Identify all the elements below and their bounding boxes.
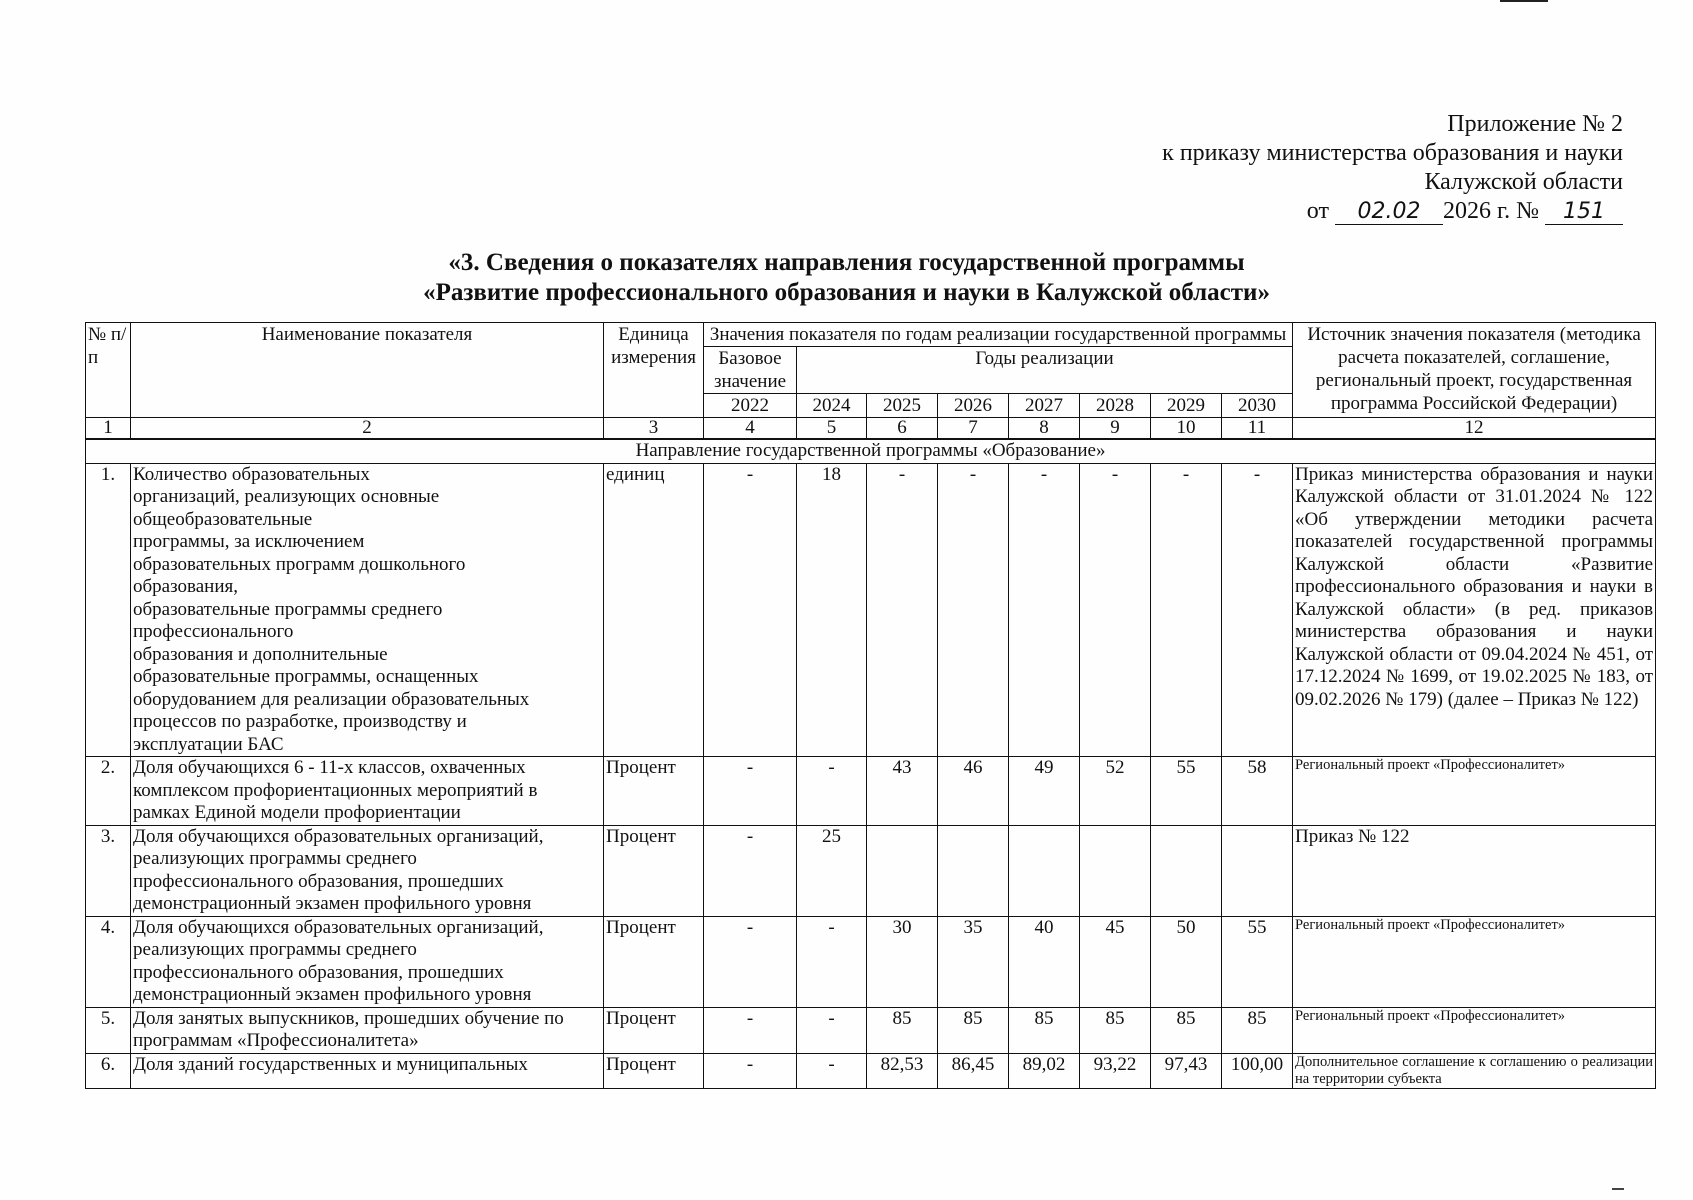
page-corner-mark xyxy=(1500,0,1548,2)
row-name: Доля занятых выпускников, прошедших обучение по программам «Профессионалитета» xyxy=(131,1007,604,1053)
header-year: 2024 xyxy=(797,394,867,418)
row-value: 93,22 xyxy=(1080,1053,1151,1088)
row-value xyxy=(1151,825,1222,916)
row-value: 89,02 xyxy=(1009,1053,1080,1088)
row-value: 52 xyxy=(1080,757,1151,826)
row-value: - xyxy=(1151,463,1222,757)
column-number: 10 xyxy=(1151,418,1222,440)
row-source: Региональный проект «Профессионалитет» xyxy=(1293,1007,1656,1053)
header-unit: Единица измерения xyxy=(604,323,704,418)
row-unit: Процент xyxy=(604,916,704,1007)
row-value: 40 xyxy=(1009,916,1080,1007)
row-source: Приказ министерства образования и науки Калужской области от 31.01.2024 № 122 «Об утверждении методики расчета показателей государственной программы Калужской области «Развитие профессионального образования и науки в Калужской области» (в ред. приказов министерства образования и науки Калужской области от 09.04.2024 № 451, от 17.12.2024 № 1699, от 19.02.2025 № 183, от 09.02.2026 № 179) (далее – Приказ № 122) xyxy=(1293,463,1656,757)
header-base-year: 2022 xyxy=(704,394,797,418)
row-value: 18 xyxy=(797,463,867,757)
row-unit: Процент xyxy=(604,757,704,826)
table-row xyxy=(86,916,1656,1007)
row-value: 86,45 xyxy=(938,1053,1009,1088)
header-values: Значения показателя по годам реализации государственной программы xyxy=(704,323,1293,347)
row-num: 6. xyxy=(86,1053,131,1088)
handwritten-date: 02.02 xyxy=(1335,200,1443,225)
column-number: 3 xyxy=(604,418,704,440)
column-number: 6 xyxy=(867,418,938,440)
row-value: - xyxy=(797,1007,867,1053)
column-number: 7 xyxy=(938,418,1009,440)
header-year: 2028 xyxy=(1080,394,1151,418)
column-number: 4 xyxy=(704,418,797,440)
header-num: № п/п xyxy=(86,323,131,418)
handwritten-number: 151 xyxy=(1545,200,1623,225)
row-value: 85 xyxy=(1222,1007,1293,1053)
appendix-header xyxy=(1162,110,1623,226)
row-base: - xyxy=(704,757,797,826)
section-heading: Направление государственной программы «Образование» xyxy=(86,439,1656,463)
row-value xyxy=(938,825,1009,916)
row-num: 4. xyxy=(86,916,131,1007)
row-source: Дополнительное соглашение к соглашению о реализации на территории субъекта xyxy=(1293,1053,1656,1088)
appendix-date-line xyxy=(1162,197,1623,226)
column-number: 8 xyxy=(1009,418,1080,440)
header-year: 2030 xyxy=(1222,394,1293,418)
row-value: 30 xyxy=(867,916,938,1007)
row-value: 50 xyxy=(1151,916,1222,1007)
row-value: - xyxy=(1080,463,1151,757)
header-source: Источник значения показателя (методика расчета показателей, соглашение, региональный проект, государственная программа Российской Федерации) xyxy=(1293,323,1656,418)
row-value xyxy=(867,825,938,916)
row-value: 58 xyxy=(1222,757,1293,826)
row-value: 85 xyxy=(1009,1007,1080,1053)
row-source: Приказ № 122 xyxy=(1293,825,1656,916)
row-base: - xyxy=(704,463,797,757)
row-base: - xyxy=(704,1007,797,1053)
row-value: - xyxy=(797,916,867,1007)
row-value xyxy=(1009,825,1080,916)
row-unit: Процент xyxy=(604,825,704,916)
row-name: Доля обучающихся образовательных организаций, реализующих программы среднего профессионального образования, прошедших демонстрационный экзамен профильного уровня xyxy=(131,916,604,1007)
row-value: 49 xyxy=(1009,757,1080,826)
table-row xyxy=(86,1007,1656,1053)
page-corner-mark xyxy=(1612,1188,1624,1190)
appendix-line-3: Калужской области xyxy=(1424,169,1623,195)
row-value xyxy=(1080,825,1151,916)
row-unit: Процент xyxy=(604,1007,704,1053)
column-number: 5 xyxy=(797,418,867,440)
row-value: 85 xyxy=(938,1007,1009,1053)
row-base: - xyxy=(704,825,797,916)
header-year: 2025 xyxy=(867,394,938,418)
year-text: 2026 г. № xyxy=(1442,198,1539,224)
row-value: 45 xyxy=(1080,916,1151,1007)
row-name: Доля обучающихся 6 - 11-х классов, охваченных комплексом профориентационных мероприятий в рамках Единой модели профориентации xyxy=(131,757,604,826)
row-value: 85 xyxy=(867,1007,938,1053)
row-value: 97,43 xyxy=(1151,1053,1222,1088)
row-value: 46 xyxy=(938,757,1009,826)
table-row xyxy=(86,825,1656,916)
document-title xyxy=(0,248,1693,308)
header-year: 2029 xyxy=(1151,394,1222,418)
column-number: 12 xyxy=(1293,418,1656,440)
row-value xyxy=(1222,825,1293,916)
row-num: 5. xyxy=(86,1007,131,1053)
row-value: 55 xyxy=(1151,757,1222,826)
row-value: 43 xyxy=(867,757,938,826)
row-unit: Процент xyxy=(604,1053,704,1088)
row-value: 35 xyxy=(938,916,1009,1007)
row-value: - xyxy=(867,463,938,757)
table-row xyxy=(86,1053,1656,1088)
row-value: 25 xyxy=(797,825,867,916)
row-name: Доля обучающихся образовательных организаций, реализующих программы среднего профессионального образования, прошедших демонстрационный экзамен профильного уровня xyxy=(131,825,604,916)
row-value: 82,53 xyxy=(867,1053,938,1088)
row-num: 2. xyxy=(86,757,131,826)
row-value: - xyxy=(938,463,1009,757)
row-source: Региональный проект «Профессионалитет» xyxy=(1293,757,1656,826)
row-value: 55 xyxy=(1222,916,1293,1007)
row-value: 85 xyxy=(1151,1007,1222,1053)
row-base: - xyxy=(704,1053,797,1088)
row-value: - xyxy=(797,1053,867,1088)
row-base: - xyxy=(704,916,797,1007)
column-number: 2 xyxy=(131,418,604,440)
appendix-line-2: к приказу министерства образования и науки xyxy=(1162,140,1623,166)
row-name: Доля зданий государственных и муниципальных xyxy=(131,1053,604,1088)
header-years-label: Годы реализации xyxy=(797,347,1293,394)
row-value: - xyxy=(1009,463,1080,757)
header-year: 2026 xyxy=(938,394,1009,418)
title-line-2: «Развитие профессионального образования и науки в Калужской области» xyxy=(423,279,1270,306)
header-base: Базовое значение xyxy=(704,347,797,394)
column-number: 1 xyxy=(86,418,131,440)
row-value: 85 xyxy=(1080,1007,1151,1053)
table-row xyxy=(86,757,1656,826)
table-row xyxy=(86,463,1656,757)
row-value: - xyxy=(1222,463,1293,757)
row-value: 100,00 xyxy=(1222,1053,1293,1088)
date-prefix: от xyxy=(1306,198,1329,224)
row-value: - xyxy=(797,757,867,826)
column-number: 9 xyxy=(1080,418,1151,440)
row-unit: единиц xyxy=(604,463,704,757)
appendix-line-1: Приложение № 2 xyxy=(1447,111,1623,137)
header-year: 2027 xyxy=(1009,394,1080,418)
title-line-1: «3. Сведения о показателях направления государственной программы xyxy=(448,249,1245,276)
row-name: Количество образовательных организаций, реализующих основные общеобразовательные программы, за исключением образовательных программ дошкольного образования, образовательные программы среднего профессионального образования и дополнительные образовательные программы, оснащенных оборудованием для реализации образовательных процессов по разработке, производству и эксплуатации БАС xyxy=(131,463,604,757)
column-number: 11 xyxy=(1222,418,1293,440)
row-num: 1. xyxy=(86,463,131,757)
row-num: 3. xyxy=(86,825,131,916)
indicators-table xyxy=(85,322,1656,1089)
row-source: Региональный проект «Профессионалитет» xyxy=(1293,916,1656,1007)
header-name: Наименование показателя xyxy=(131,323,604,418)
